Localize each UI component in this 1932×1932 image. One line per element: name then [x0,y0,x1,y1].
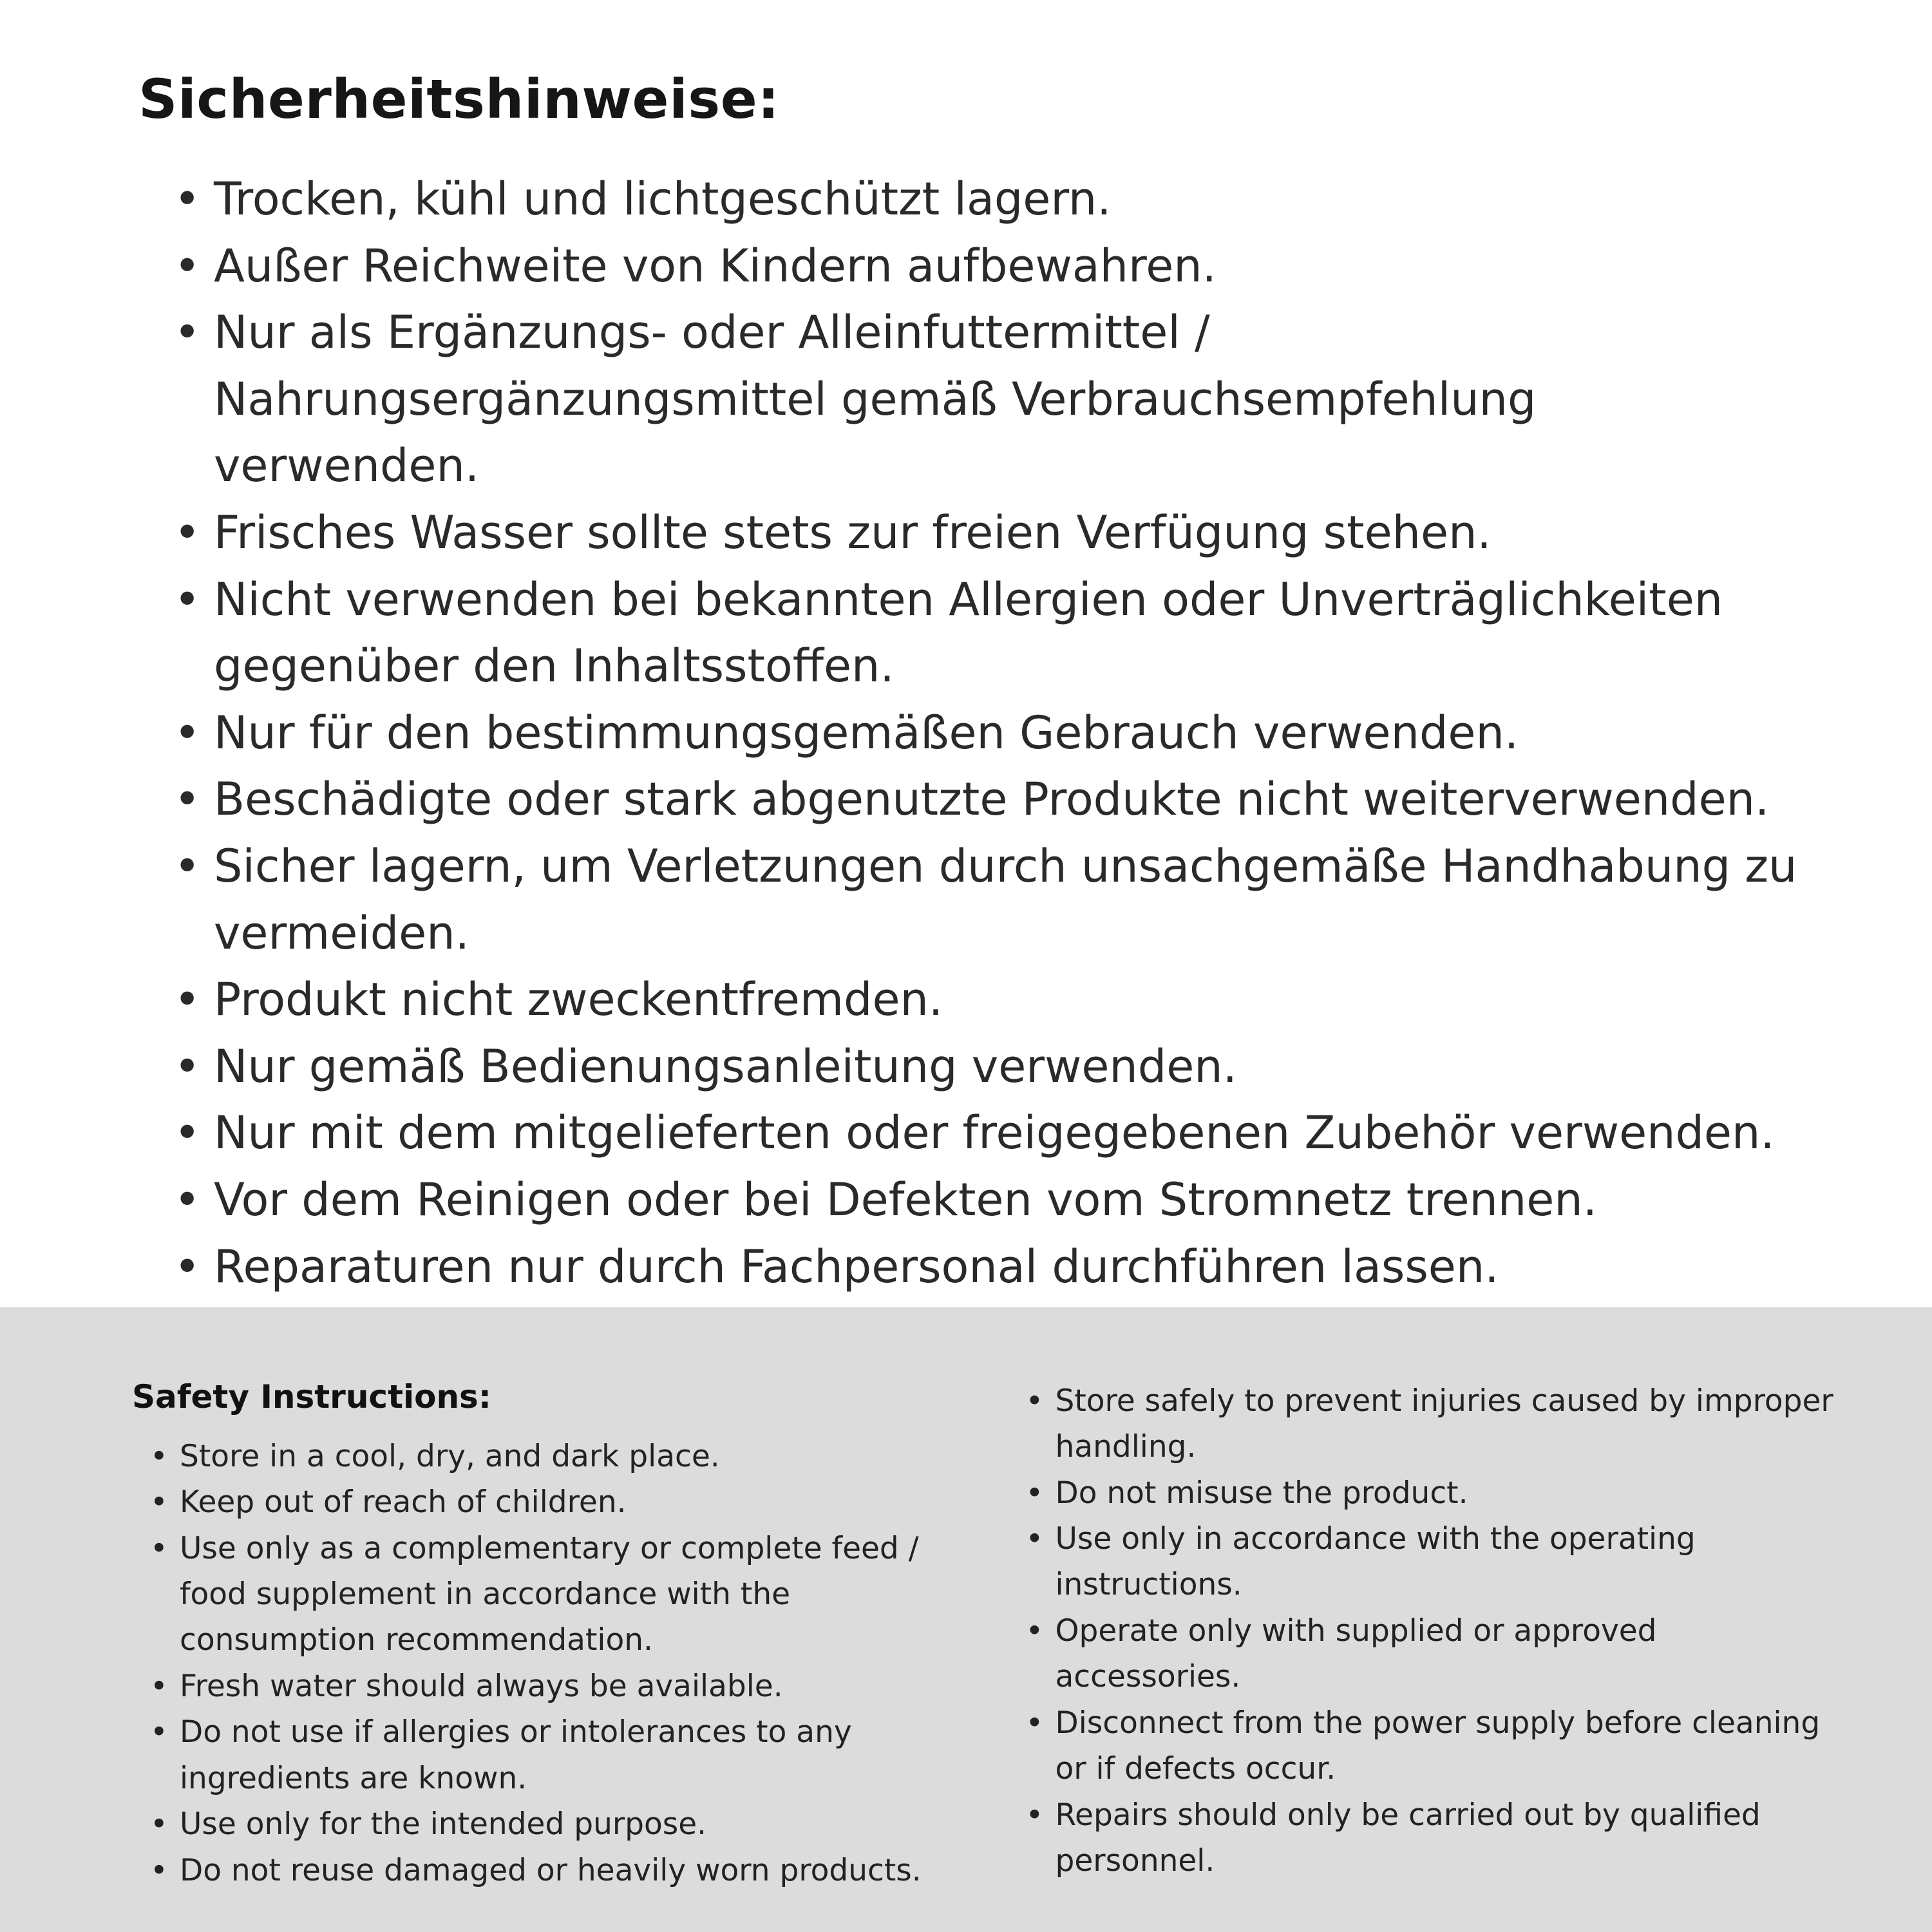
list-item: • Operate only with supplied or approved accessories. [1026,1608,1836,1700]
english-section [0,1307,1932,1932]
german-title: Sicherheitshinweise: [138,68,780,131]
list-item: • Disconnect from the power supply before cleaning or if defects occur. [1026,1700,1836,1792]
list-item: • Nur mit dem mitgelieferten oder freigegebenen Zubehör verwenden. [174,1100,1803,1167]
list-item: • Store safely to prevent injuries caused by improper handling. [1026,1378,1836,1470]
list-item: • Frisches Wasser sollte stets zur freien Verfügung stehen. [174,500,1803,567]
list-item: • Nicht verwenden bei bekannten Allergien oder Unverträglichkeiten gegenüber den Inhaltsstoffen. [174,567,1803,700]
list-item: • Do not misuse the product. [1026,1470,1836,1516]
list-item: • Nur für den bestimmungsgemäßen Gebrauch verwenden. [174,700,1803,767]
english-right-list [1026,1378,1836,1884]
list-item: • Außer Reichweite von Kindern aufbewahren. [174,233,1803,300]
list-item: • Beschädigte oder stark abgenutzte Produkte nicht weiterverwenden. [174,766,1803,833]
list-item: • Do not use if allergies or intolerances to any ingredients are known. [150,1709,942,1801]
list-item: • Vor dem Reinigen oder bei Defekten vom Stromnetz trennen. [174,1167,1803,1234]
list-item: • Use only for the intended purpose. [150,1801,942,1847]
english-title: Safety Instructions: [132,1378,491,1416]
list-item: • Keep out of reach of children. [150,1479,942,1525]
list-item: • Trocken, kühl und lichtgeschützt lagern. [174,166,1803,233]
english-left-column [132,1378,942,1893]
list-item: • Do not reuse damaged or heavily worn products. [150,1848,942,1893]
list-item: • Produkt nicht zweckentfremden. [174,967,1803,1034]
list-item: • Use only as a complementary or complete feed / food supplement in accordance with the consumption recommendation. [150,1526,942,1663]
list-item: • Sicher lagern, um Verletzungen durch unsachgemäße Handhabung zu vermeiden. [174,833,1803,967]
list-item: • Store in a cool, dry, and dark place. [150,1434,942,1479]
list-item: • Repairs should only be carried out by qualified personnel. [1026,1792,1836,1884]
list-item: • Nur als Ergänzungs- oder Alleinfuttermittel / Nahrungsergänzungsmittel gemäß Verbrauchsempfehlung verwenden. [174,299,1803,500]
list-item: • Use only in accordance with the operating instructions. [1026,1516,1836,1608]
list-item: • Fresh water should always be available. [150,1663,942,1709]
list-item: • Nur gemäß Bedienungsanleitung verwenden. [174,1034,1803,1101]
english-left-list [150,1434,942,1893]
list-item: • Reparaturen nur durch Fachpersonal durchführen lassen. [174,1234,1803,1301]
english-right-column [1026,1378,1836,1893]
german-list [174,166,1803,1300]
